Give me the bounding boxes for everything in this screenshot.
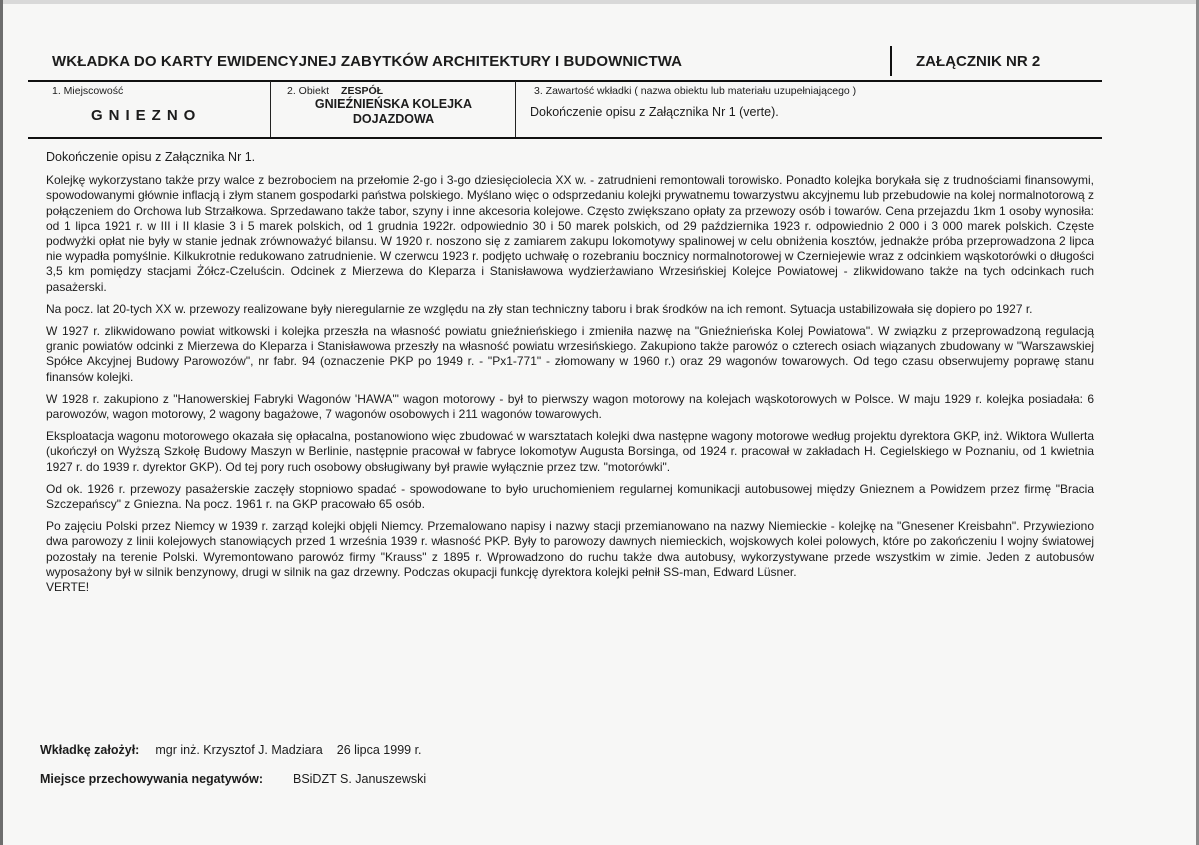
paragraph: Na pocz. lat 20-tych XX w. przewozy realizowane były nieregularnie ze względu na zły stan techniczny taboru i brak środków na ich remont. Sytuacja ustabilizowała się dopiero po 1927 r. [46,301,1033,316]
object-name-line2: DOJAZDOWA [352,112,435,126]
founder-date: 26 lipca 1999 r. [336,743,422,757]
locality-value: GNIEZNO [91,107,202,124]
form-title: WKŁADKA DO KARTY EWIDENCYJNEJ ZABYTKÓW ARCHITEKTURY I BUDOWNICTWA [52,53,683,70]
scan-edge-top [0,0,1199,4]
attachment-number: ZAŁĄCZNIK NR 2 [916,53,1041,70]
negatives-line [40,772,426,786]
paragraph: Od ok. 1926 r. przewozy pasażerskie zaczęły stopniowo spadać - spowodowane to było uruchomieniem regularnej komunikacji autobusowej między Gnieznem a Powidzem przez firmę "Bracia Szczepańscy" z Gniezna. Na pocz. 1961 r. na GKP pracowało 65 osób. [46,481,1094,512]
verte-note: VERTE! [46,580,90,595]
contents-cell [515,81,1103,137]
paragraph: W 1928 r. zakupiono z "Hanowerskiej Fabryki Wagonów 'HAWA'" wagon motorowy - był to pierwszy wagon motorowy na kolejach wąskotorowych w Polsce. W maju 1929 r. kolejka posiadała: 6 parowozów, wagon motorowy, 2 wagony bagażowe, 7 wagonów osobowych i 211 wagonów towarowych. [46,391,1094,422]
object-cell [270,81,516,137]
contents-label: 3. Zawartość wkładki ( nazwa obiektu lub materiału uzupełniającego ) [534,85,857,97]
object-name-line1: GNIEŹNIEŃSKA KOLEJKA [314,97,473,111]
object-name [271,97,516,127]
object-label: 2. Obiekt [287,85,330,97]
paragraph: Kolejkę wykorzystano także przy walce z bezrobociem na przełomie 2-go i 3-go dziesięciolecia XX w. - zatrudnieni remontowali torowisko. Ponadto kolejka borykała się z trudnościami finansowymi, spowodowanymi głównie inflacją i złym stanem gospodarki państwa polskiego. Myślano więc o odsprzedaniu kolejki prywatnemu towarzystwu akcyjnemu lub przebudowie na kolej normalnotorową z połączeniem do Orchowa lub Strzałkowa. Sprzedawano także tabor, szyny i inne akcesoria kolejowe. Często zwiększano opłaty za przewozy osób i towarów. Cena przejazdu 1km 1 osoby wynosiła: od 1 lipca 1921 r. w III i II klasie 3 i 5 marek polskich, od 1 grudnia 1922r. odpowiednio 30 i 50 marek polskich, od 29 października 1923 r. odpowiednio 2 000 i 3 000 marek polskich. Częste podwyżki opłat nie były w stanie jednak zrównoważyć bilansu. W 1920 r. noszono się z zamiarem zakupu lokomotywy spalinowej w celu obniżenia kosztów, jednakże próba przeprowadzona 2 lipca nie wypadła pomyślnie. Kilkukrotnie redukowano zatrudnienie. W czerwcu 1923 r. podjęto uchwałę o rozebraniu bocznicy normalnotorowej w Czerniejewie wraz z odcinkiem wąskotorówki o długości 3,5 km pomiędzy stacjami Żółcz-Czeluścin. Odcinek z Mierzewa do Kleparza i Stanisławowa wydzierżawiano Wrzesińskiej Kolejce Powiatowej - zlikwidowano także na tych odcinkach ruch pasażerski. [46,173,1094,294]
paragraph: Eksploatacja wagonu motorowego okazała się opłacalna, postanowiono więc zbudować w warsztatach kolejki dwa następne wagony motorowe według projektu dyrektora GKP, inż. Wiktora Wullerta (ukończył on Wyższą Szkołę Budowy Maszyn w Berlinie, następnie pracował w fabryce lokomotyw Augusta Borsinga, od 1924 r. pracował w zakładach H. Cegielskiego w Poznaniu, od 1 kwietnia 1927 r. do 1939 r. dyrektor GKP). Od tej pory ruch osobowy obsługiwany był prawie wyłącznie przez tzw. "motorówki". [46,429,1094,474]
founder-line [40,743,422,757]
object-type: ZESPÓŁ [341,85,384,97]
form-header [28,46,1102,82]
intro-line: Dokończenie opisu z Załącznika Nr 1. [46,150,256,164]
negatives-label: Miejsce przechowywania negatywów: [40,772,263,786]
paragraph: W 1927 r. zlikwidowano powiat witkowski i kolejka przeszła na własność powiatu gnieźnieńskiego i zmieniła nazwę na "Gnieźnieńska Kolej Powiatowa". W związku z przeprowadzoną regulacją granic powiatów odcinki z Mierzewa do Kleparza i Stanisławowa przeszły na własność powiatu wrzesińskiego. Zakupiono także parowóz o czterech osiach wiązanych zbudowany w "Warszawskiej Spółce Akcyjnej Budowy Parowozów", nr fabr. 94 (oznaczenie PKP po 1949 r. - "Px1-771" - złomowany w 1960 r.) oraz 29 wagonów towarowych. Od tego czasu obserwujemy poprawę stanu finansów kolejki. [46,324,1094,384]
info-row [28,81,1102,139]
contents-value: Dokończenie opisu z Załącznika Nr 1 (verte). [530,105,779,119]
founder-label: Wkładkę założył: [40,743,140,757]
negatives-location: BSiDZT S. Januszewski [292,772,427,786]
scan-edge-left [0,0,3,845]
object-label-row [287,85,383,97]
paragraph: Po zajęciu Polski przez Niemcy w 1939 r. zarząd kolejki objęli Niemcy. Przemalowano napisy i nazwy stacji przemianowano na nazwy Niemieckie - kolejkę na "Gnesener Kreisbahn". Przywieziono dwa parowozy z linii kolejowych stanowiących przed 1 września 1939 r. własność PKP. Były to parowozy dawnych niemieckich, wojskowych kolei polowych, które po zakończeniu I wojny światowej pozostały na terenie Polski. Wyremontowano parowóz firmy "Krauss" z 1895 r. Wprowadzono do ruchu także dwa autobusy, wykorzystywane przede wszystkim w zimie. Jeden z autobusów wyposażony był w silnik benzynowy, drugi w silnik na gaz drzewny. Podczas okupacji funkcję dyrektora kolejki pełnił SS-man, Edward Lüsner. [46,519,1094,579]
locality-label: 1. Miejscowość [52,85,124,97]
founder-name: mgr inż. Krzysztof J. Madziara [155,743,323,757]
header-divider [890,46,892,76]
locality-cell [28,81,270,137]
description-body [46,150,1094,595]
